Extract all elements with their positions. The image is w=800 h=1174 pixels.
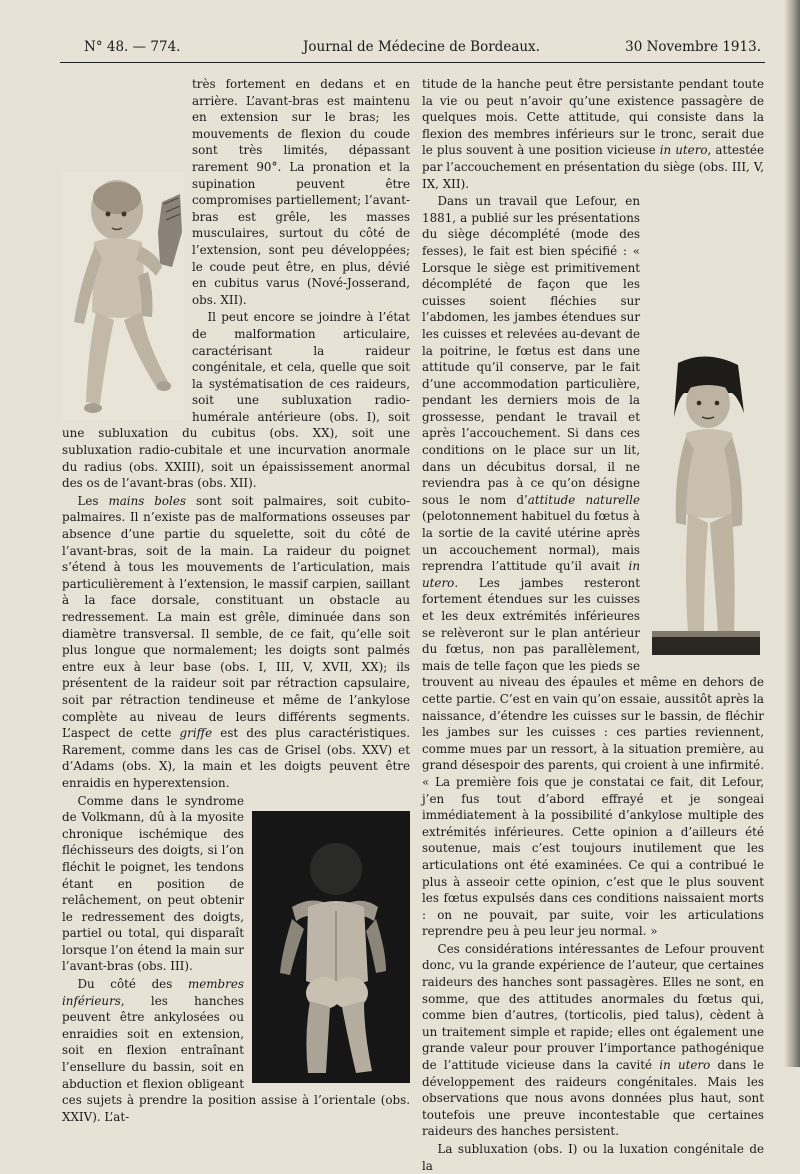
- scan-shadow-edge: [784, 0, 800, 1067]
- right-p1-text: titude de la hanche peut être persistante pendant toute la vie ou peut n’avoir qu’une existence passagère de quelques mois. Cette attitude, qui consiste dans la flexion des membres inférieurs sur le tronc, serait due le plus souvent à une position vicieuse: [422, 77, 764, 158]
- right-p2-text: Dans un travail que Lefour, en 1881, a publié sur les présentations du siège décomplété (mode des fesses), le fait est bien spécifié : « Lorsque le siège est primitivement décomplété de façon que les cuisses soient fléchies sur l’abdomen, les jambes étendues sur les cuisses et relevées au-devant de la poitrine, le fœtus est dans une attitude qu’il conserve, par le fait d’une accommodation particulière, pendant les derniers mois de la grossesse, pendant le travail et après l’accouchement. Si dans ces conditions on le place sur un lit, dans un décubitus dorsal, il ne reviendra pas à ce qu’on désigne sous le nom d’: [422, 194, 640, 507]
- right-p2-end: . Les jambes resteront fortement étendues sur les cuisses et les deux extrémités inférieures se relèveront sur le plan antérieur du fœtus, non pas parallèlement, mais de telle façon que les pieds se trouvent au niveau des épaules et même en dehors de cette partie. C’est en vain qu’on essaie, aussitôt après la naissance, d’étendre les cuisses sur le bassin, de fléchir les jambes sur les cuisses : ces parties reviennent, comme mues par un ressort, à la situation première, au grand désespoir des parents, qui croient à une infirmité. « La première fois que je constatai ce fait, dit Lefour, j’en fus tout d’abord effrayé et je songeai immédiatement à la possibilité d’ankylose multiple des extrémités inférieures. Cette opinion a d’ailleurs été soutenue, mais c’est toujours inutilement que les articulations ont été examinées. Ce qui a contribué le plus à asseoir cette opinion, c’est que le plus souvent les fœtus expulsés dans ces conditions naissaient morts : on ne pouvait, par suite, voir les articulations reprendre peu à peu leur jeu normal. »: [422, 575, 764, 939]
- page-header: [60, 36, 765, 63]
- left-p3-rest: sont soit palmaires, soit cubito-palmaires. Il n’existe pas de malformations osseuses par absence d’une partie du squelette, soit du côté de l’avant-bras, soit de la main. La raideur du poignet s’étend à tous les mouvements de l’articulation, mais particulièrement à l’extension, le massif carpien, saillant à la face dorsale, constituant un obstacle au redressement. La main est grêle, diminuée dans son diamètre transversal. Il semble, de ce fait, qu’elle soit plus longue que normalement; les doigts sont palmés entre eux à leur base (obs. I, III, V, XVII, XX); ils présentent de la raideur soit par rétraction capsulaire, soit par rétraction tendineuse et même de l’ankylose complète au niveau de leurs différents segments. L’aspect de cette: [62, 493, 410, 741]
- figure-standing-girl-photo: [648, 353, 764, 659]
- right-paragraph-1: [422, 76, 764, 192]
- right-p3-text: Ces considérations intéressantes de Lefour prouvent donc, vu la grande expérience de l’auteur, que certaines raideurs des hanches sont passagères. Elles ne sont, en somme, que des attitudes anormales du fœtus qui, comme bien d’autres, (torticolis, pied talus), cèdent à un traitement simple et rapide; elles ont également une grande valeur pour prouver l’importance pathogénique de l’attitude vicieuse dans la cavité: [422, 941, 764, 1073]
- right-paragraph-3: [422, 941, 764, 1140]
- right-p3-emph: in utero: [659, 1058, 711, 1073]
- left-p3-emph: mains boles: [108, 493, 187, 508]
- left-p3-emph2: griffe: [179, 726, 213, 741]
- left-p3-start: Les: [77, 493, 109, 508]
- figure-infant-photo: [62, 172, 184, 420]
- left-column: [62, 76, 410, 1124]
- right-p1-emph: in utero: [659, 143, 708, 158]
- right-p3-end: dans le développement des raideurs congénitales. Mais les observations que nous avons données plus haut, sont toutefois une preuve incontestable que certaines raideurs des hanches persistent.: [422, 1058, 764, 1139]
- left-text-1: très fortement en dedans et en arrière. L’avant-bras est maintenu en extension sur le bras; les mouvements de flexion du coude sont très limités, dépassant rarement 90°. La pronation et la supination peuvent être compromises partiellement; l’avant-bras est grêle, les masses musculaires, surtout du côté de l’extension, sont peu développées; le coude peut être, en plus, dévié en cubitus varus (Nové-Josserand, obs. XII).: [192, 77, 410, 307]
- issue-date: 30 Novembre 1913.: [625, 39, 761, 55]
- left-paragraph-2: Il peut encore se joindre à l’état de malformation articulaire, caractérisant la raideur congénitale, et cela, quelle que soit la systématisation de ces raideurs, soit une subluxation radio-humérale antérieure (obs. I), soit une subluxation du cubitus (obs. XX), soit une subluxation radio-cubitale et une incurvation anormale du radius (obs. XXIII), soit un épaississement anormal des os de l’avant-bras (obs. XII).: [62, 310, 410, 491]
- right-p1-end: , attestée par l’accouchement en présentation du siège (obs. III, V, IX, XII).: [422, 143, 764, 191]
- left-paragraph-1: [62, 76, 410, 308]
- left-text-4: Comme dans le syndrome de Volkmann, dû à la myosite chronique ischémique des fléchisseurs des doigts, si l’on fléchit le poignet, les tendons étant en position de relâchement, on peut obtenir le redressement des doigts, partiel ou total, qui disparaît lorsque l’on étend la main sur l’avant-bras (obs. III).: [62, 793, 244, 974]
- infant-held-image: [62, 172, 184, 420]
- right-column: [422, 76, 764, 1173]
- left-paragraph-3: [62, 493, 410, 792]
- left-p5-start: Du côté des: [77, 977, 188, 992]
- child-back-view-image: [252, 811, 410, 1083]
- left-p5-rest: , les hanches peuvent être ankylosées ou enraidies soit en extension, soit en flexion entraînant l’ensellure du bassin, soit en abduction et flexion obligeant ces sujets à prendre la position assise à l’orientale (obs. XXIV). L’at-: [62, 993, 410, 1124]
- page-number: N° 48. — 774.: [84, 39, 181, 55]
- right-p2-mid: (pelotonnement habituel du fœtus à la sortie de la cavité utérine après un accouchement normal), mais reprendra l’attitude qu’il avait: [422, 509, 640, 574]
- right-p2-emph: attitude naturelle: [527, 492, 640, 507]
- standing-girl-image: [648, 353, 764, 659]
- figure-back-view-photo: [252, 811, 410, 1083]
- right-p2-emph2: in utero: [422, 559, 640, 590]
- right-paragraph-2: [422, 193, 764, 940]
- left-paragraph-4: [62, 793, 410, 976]
- left-p3-end: est des plus caractéristiques. Rarement, comme dans les cas de Grisel (obs. XXV) et d’Adams (obs. X), la main et les doigts peuvent être enraidis en hyperextension.: [62, 726, 410, 790]
- right-paragraph-4: La subluxation (obs. I) ou la luxation congénitale de la: [422, 1142, 764, 1173]
- journal-title: Journal de Médecine de Bordeaux.: [303, 39, 540, 55]
- left-p5-emph: membres inférieurs: [62, 977, 244, 1008]
